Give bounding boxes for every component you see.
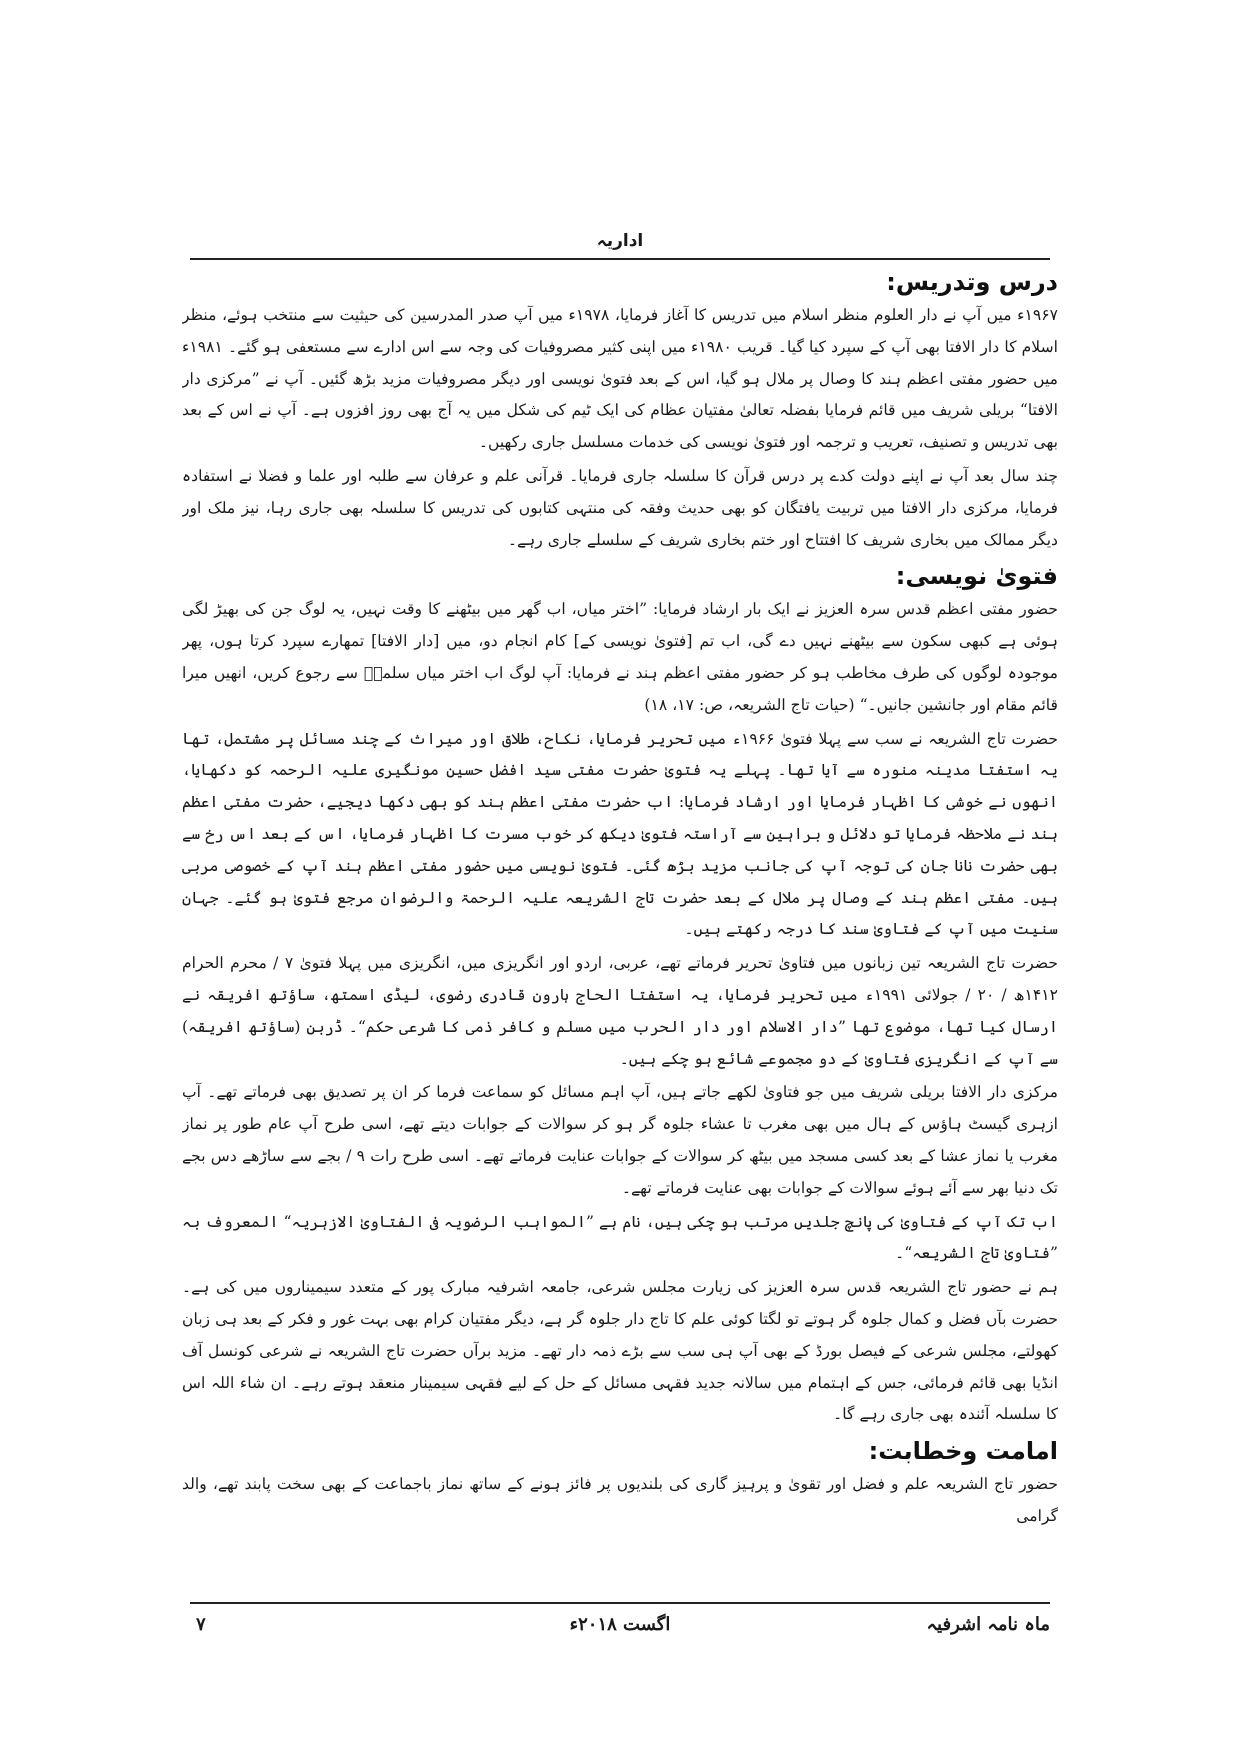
paragraph: حضرت تاج الشریعہ تین زبانوں میں فتاویٰ تحریر فرماتے تھے، عربی، اردو اور انگریزی میں، انگریزی میں پہلا فتویٰ ۷ / محرم الحرام ۱۴۱۲ھ / ۲۰ / جولائی ۱۹۹۱ء میں تحریر فرمایا، یہ استفتا الحاج ہارون قادری رضوی، لیڈی اسمتھ، ساؤتھ افریقہ نے ارسال کیا تھا، موضوع تھا ”دار الاسلام اور دار الحرب میں مسلم و کافر ذمی کا شرعی حکم“۔ ڈربن (ساؤتھ افریقہ) سے آپ کے انگریزی فتاویٰ کے دو مجموعے شائع ہو چکے ہیں۔: [182, 954, 1058, 1068]
paragraph: ۱۹۶۷ء میں آپ نے دار العلوم منظر اسلام میں تدریس کا آغاز فرمایا، ۱۹۷۸ء میں آپ صدر المدرسین کی حیثیت سے منتخب ہوئے، منظر اسلام کا دار الافتا بھی آپ کے سپرد کیا گیا۔ قریب ۱۹۸۰ء میں اپنی کثیر مصروفیات کی وجہ سے اس ادارے سے مستعفی ہو گئے۔ ۱۹۸۱ء میں حضور مفتی اعظم ہند کا وصال پر ملال ہو گیا، اس کے بعد فتویٰ نویسی اور دیگر مصروفیات مزید بڑھ گئیں۔ آپ نے ”مرکزی دار الافتا“ بریلی شریف میں قائم فرمایا بفضلہ تعالیٰ مفتیان عظام کی ایک ٹیم کی شکل میں یہ آج بھی روز افزوں ہے۔ آپ نے اس کے بعد بھی تدریس و تصنیف، تعریب و ترجمہ اور فتویٰ نویسی کی خدمات مسلسل جاری رکھیں۔: [182, 306, 1058, 452]
footer-magazine-name: ماہ نامہ اشرفیہ: [926, 1614, 1050, 1635]
paragraph: چند سال بعد آپ نے اپنے دولت کدے پر درس قرآن کا سلسلہ جاری فرمایا۔ قرآنی علم و عرفان سے طلبہ اور علما و فضلا نے استفادہ فرمایا، مرکزی دار الافتا میں تربیت یافتگان کو بھی حدیث وفقہ کی منتہی کتابوں کی تدریس کا سلسلہ بھی جاری رہا، نیز ملک اور دیگر ممالک میں بخاری شریف کا افتتاح اور ختم بخاری شریف کے سلسلے جاری رہے۔: [182, 466, 1058, 549]
page-footer: [190, 1614, 1050, 1654]
article-body: [182, 264, 1058, 1594]
paragraph: حضرت تاج الشریعہ نے سب سے پہلا فتویٰ ۱۹۶۶ء میں تحریر فرمایا، نکاح، طلاق اور میراث کے چند مسائل پر مشتمل، تھا یہ استفتا مدینہ منورہ سے آیا تھا۔ پہلے یہ فتویٰ حضرت مفتی سید افضل حسین مونگیری علیہ الرحمہ کو دکھایا، انھوں نے خوشی کا اظہار فرمایا اور ارشاد فرمایا: اب حضرت مفتی اعظم ہند کو بھی دکھا دیجیے، حضرت مفتی اعظم ہند نے ملاحظہ فرمایا تو دلائل و براہین سے آراستہ فتویٰ دیکھ کر خوب مسرت کا اظہار فرمایا، اس کے بعد اس رخ سے بھی حضرت نانا جان کی توجہ آپ کی جانب مزید بڑھ گئی۔ فتویٰ نویسی میں حضور مفتی اعظم ہند آپ کے خصوصی مربی ہیں۔ مفتی اعظم ہند کے وصال پر ملال کے بعد حضرت تاج الشریعہ علیہ الرحمۃ والرضوان مرجع فتویٰ ہو گئے۔ جہان سنیت میں آپ کے فتاویٰ سند کا درجہ رکھتے ہیں۔: [182, 729, 1058, 939]
footer-issue-date: اگست ۲۰۱۸ء: [569, 1614, 671, 1635]
section-heading-teaching: درس وتدریس:: [886, 268, 1058, 296]
footer-page-number: ۷: [196, 1614, 206, 1635]
paragraph: اب تک آپ کے فتاویٰ کی پانچ جلدیں مرتب ہو چکی ہیں، نام ہے ”المواہب الرضویہ فی الفتاویٰ الازہریہ“ المعروف بہ ”فتاویٰ تاج الشریعہ“۔: [182, 1212, 1058, 1263]
paragraph: ہم نے حضور تاج الشریعہ قدس سرہ العزیز کی زیارت مجلس شرعی، جامعہ اشرفیہ مبارک پور کے متعدد سیمیناروں میں کی ہے۔ حضرت بآں فضل و کمال جلوہ گر ہوتے تو لگتا کوئی علم کا تاج دار جلوہ گر ہے، دیگر مفتیان کرام بھی بہت غور و فکر کے بعد ہی زبان کھولتے، مجلس شرعی کے فیصل بورڈ کے بھی آپ ہی سب سے بڑے ذمہ دار تھے۔ مزید برآں حضرت تاج الشریعہ نے شرعی کونسل آف انڈیا بھی قائم فرمائی، جس کے اہتمام میں سالانہ جدید فقہی مسائل کے حل کے لیے فقہی سیمینار منعقد ہوتے رہے۔ ان شاء اللہ اس کا سلسلہ آئندہ بھی جاری رہے گا۔: [182, 1278, 1058, 1424]
section-heading-fatwa: فتویٰ نویسی:: [895, 562, 1058, 591]
running-title: اداریہ: [596, 231, 644, 251]
footer-rule: [190, 1602, 1050, 1604]
paragraph: مرکزی دار الافتا بریلی شریف میں جو فتاویٰ لکھے جاتے ہیں، آپ اہم مسائل کو سماعت فرما کر ان پر تصدیق بھی فرماتے تھے۔ آپ ازہری گیسٹ ہاؤس کے ہال میں بھی مغرب تا عشاء جلوہ گر ہو کر سوالات کے جوابات دیتے تھے، اسی طرح آپ عام طور پر نماز مغرب یا نماز عشا کے بعد کسی مسجد میں بیٹھ کر سوالات کے جوابات عنایت فرماتے تھے۔ اسی طرح رات ۹ / بجے سے ساڑھے دس بجے تک دنیا بھر سے آئے ہوئے سوالات کے جوابات بھی عنایت فرماتے تھے۔: [182, 1083, 1058, 1197]
paragraph: حضور تاج الشریعہ علم و فضل اور تقویٰ و پرہیز گاری کی بلندیوں پر فائز ہونے کے ساتھ نماز باجماعت کے بھی سخت پابند تھے، والد گرامی: [182, 1475, 1058, 1525]
section-heading-imamat: امامت وخطابت:: [868, 1437, 1058, 1466]
paragraph: حضور مفتی اعظم قدس سرہ العزیز نے ایک بار ارشاد فرمایا: ”اختر میاں، اب گھر میں بیٹھنے کا وقت نہیں، یہ لوگ جن کی بھیڑ لگی ہوئی ہے کبھی سکون سے بیٹھنے نہیں دے گی، اب تم [فتویٰ نویسی کے] کام انجام دو، میں [دار الافتا] تمھارے سپرد کرتا ہوں، پھر موجودہ لوگوں کی طرف مخاطب ہو کر حضور مفتی اعظم ہند نے فرمایا: آپ لوگ اب اختر میاں سلمہٗ سے رجوع کریں، انھیں میرا قائم مقام اور جانشین جانیں۔“ (حیات تاج الشریعہ، ص: ۱۷، ۱۸): [182, 600, 1058, 714]
header-rule: [190, 258, 1050, 260]
